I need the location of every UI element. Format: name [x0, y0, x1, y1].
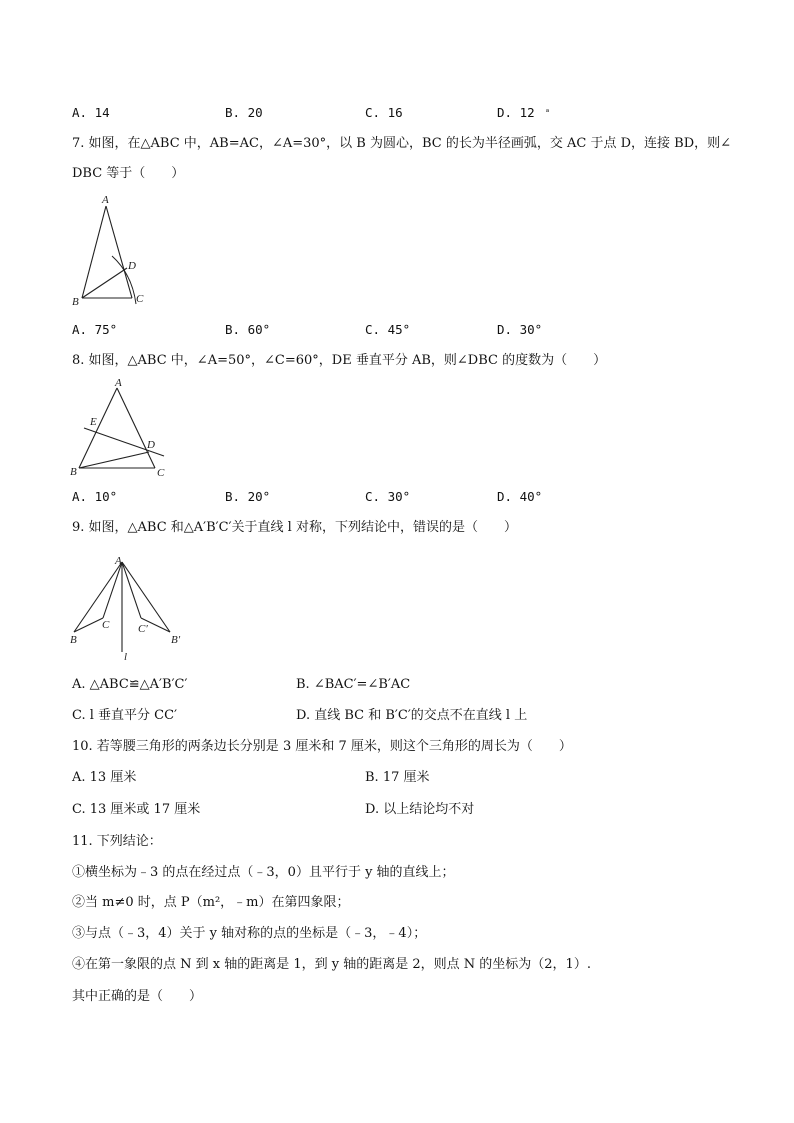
q7-segment-ac [106, 206, 132, 298]
q6-option-b: B. 20 [225, 105, 263, 120]
q9-label-b: B [70, 634, 77, 646]
q9-text-line1: 9. 如图，△ABC 和△A′B′C′关于直线 l 对称，下列结论中，错误的是（ ） [72, 520, 517, 535]
q6-option-d-mark: ᵃ [544, 108, 551, 118]
q10-option-b: B. 17 厘米 [365, 770, 430, 785]
q9-label-b-prime: B′ [171, 634, 181, 646]
q11-statement-4: ④在第一象限的点 N 到 x 轴的距离是 1，到 y 轴的距离是 2，则点 N 的坐标为（2，1）. [72, 957, 591, 972]
q6-option-d-text: D. 12 [497, 105, 535, 120]
q9-segment-ac-prime [122, 562, 141, 618]
q11-statement-2: ②当 m≠0 时，点 P（m²，﹣m）在第四象限； [72, 895, 350, 910]
q9-segment-ab-prime [122, 562, 170, 632]
q8-option-d: D. 40° [497, 489, 543, 504]
q7-option-c: C. 45° [365, 322, 411, 337]
q7-text-line1: 7. 如图，在△ABC 中，AB=AC，∠A=30°，以 B 为圆心，BC 的长为半径画弧，交 AC 于点 D，连接 BD，则∠ [72, 136, 732, 151]
q9-figure [62, 548, 192, 663]
q9-label-a: A [115, 555, 122, 567]
q7-figure [66, 192, 156, 312]
q8-label-e: E [90, 416, 97, 428]
q9-option-c: C. l 垂直平分 CC′ [72, 708, 178, 723]
q7-option-d: D. 30° [497, 322, 543, 337]
q10-text-line1: 10. 若等腰三角形的两条边长分别是 3 厘米和 7 厘米，则这个三角形的周长为（ ） [72, 739, 572, 754]
q9-label-l: l [124, 651, 128, 663]
q9-label-c: C [102, 619, 110, 631]
q9-option-d: D. 直线 BC 和 B′C′的交点不在直线 l 上 [296, 708, 528, 723]
q11-statement-1: ①横坐标为﹣3 的点在经过点（﹣3，0）且平行于 y 轴的直线上； [72, 865, 455, 880]
q6-option-d [497, 104, 550, 122]
q10-option-a: A. 13 厘米 [72, 770, 137, 785]
q9-option-a: A. △ABC≌△A′B′C′ [72, 677, 188, 692]
q8-figure [66, 374, 171, 484]
q9-label-c-prime: C′ [138, 623, 148, 635]
q9-segment-ac [103, 562, 122, 618]
q7-option-a: A. 75° [72, 322, 118, 337]
q11-statement-3: ③与点（﹣3，4）关于 y 轴对称的点的坐标是（﹣3，﹣4）； [72, 926, 427, 941]
q8-text-line1: 8. 如图，△ABC 中，∠A=50°，∠C=60°，DE 垂直平分 AB，则∠DBC 的度数为（ ） [72, 353, 607, 368]
q9-option-b: B. ∠BAC′=∠B′AC [296, 677, 411, 692]
q6-option-a: A. 14 [72, 105, 110, 120]
q8-option-c: C. 30° [365, 489, 411, 504]
q7-text-line2: DBC 等于（ ） [72, 166, 185, 181]
q8-label-a: A [115, 377, 122, 389]
q10-option-c: C. 13 厘米或 17 厘米 [72, 802, 201, 817]
q8-label-d: D [147, 439, 155, 451]
q7-label-a: A [102, 194, 109, 206]
q7-option-b: B. 60° [225, 322, 271, 337]
q8-label-c: C [157, 467, 165, 479]
q7-label-b: B [72, 296, 79, 308]
q8-option-a: A. 10° [72, 489, 118, 504]
q10-option-d: D. 以上结论均不对 [365, 802, 475, 817]
q11-question-end: 其中正确的是（ ） [72, 989, 203, 1004]
q8-segment-ac [117, 388, 155, 468]
q8-option-b: B. 20° [225, 489, 271, 504]
q7-label-d: D [128, 260, 136, 272]
q11-text-line1: 11. 下列结论： [72, 834, 162, 849]
q9-segment-ab [74, 562, 122, 632]
q6-option-c: C. 16 [365, 105, 403, 120]
q8-label-b: B [70, 466, 77, 478]
q8-segment-bd [79, 452, 149, 468]
q7-label-c: C [136, 293, 144, 305]
